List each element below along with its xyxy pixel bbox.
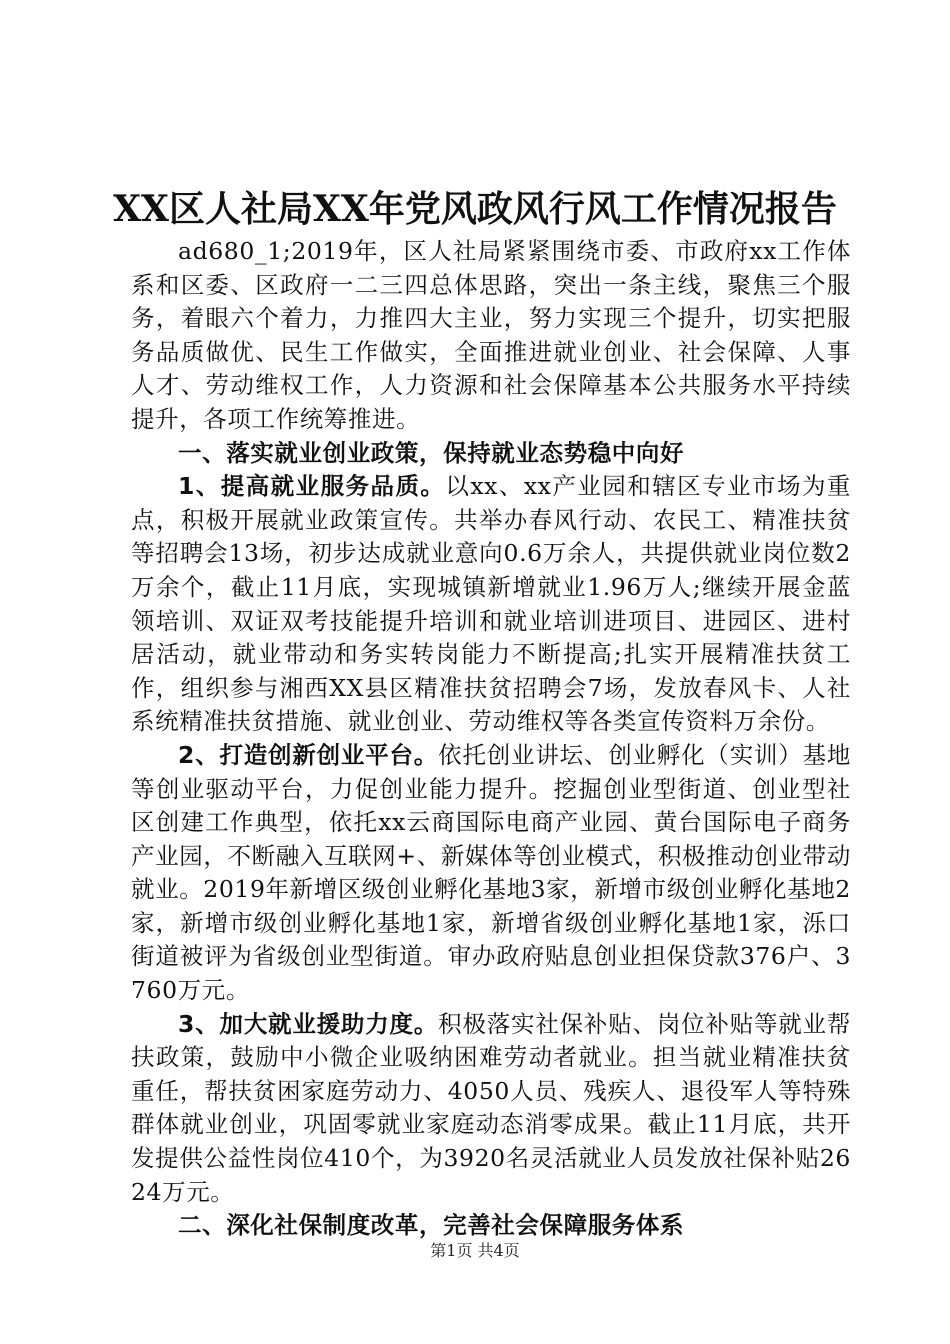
item-lead: 1、提高就业服务品质。 (178, 472, 446, 501)
item-text: 依托创业讲坛、创业孵化（实训）基地等创业驱动平台，力促创业能力提升。挖掘创业型街道、创业型社区创建工作典型，依托xx云商国际电商产业园、黄台国际电子商务产业园，不断融入互联网+、新媒体等创业模式，积极推动创业带动就业。2019年新增区级创业孵化基地3家，新增市级创业孵化基地2家，新增市级创业孵化基地1家，新增省级创业孵化基地1家，泺口街道被评为省级创业型街道。审办政府贴息创业担保贷款376户、3760万元。 (131, 740, 852, 1005)
section1-item-3 (131, 1008, 851, 1210)
item-lead: 3、加大就业援助力度。 (178, 1009, 439, 1038)
section1-item-1 (131, 470, 851, 739)
page-footer: 第1页 共4页 (430, 1241, 520, 1260)
section-heading-2: 二、深化社保制度改革，完善社会保障服务体系 (178, 1211, 685, 1240)
item-text: 以xx、xx产业园和辖区专业市场为重点，积极开展就业政策宣传。共举办春风行动、农民工、精准扶贫等招聘会13场，初步达成就业意向0.6万余人，共提供就业岗位数2万余个，截止11月底，实现城镇新增就业1.96万人;继续开展金蓝领培训、双证双考技能提升培训和就业培训进项目、进园区、进村居活动，就业带动和务实转岗能力不断提高;扎实开展精准扶贫工作，组织参与湘西XX县区精准扶贫招聘会7场，发放春风卡、人社系统精准扶贫措施、就业创业、劳动维权等各类宣传资料万余份。 (131, 472, 851, 736)
intro-paragraph: ad680_1;2019年，区人社局紧紧围绕市委、市政府xx工作体系和区委、区政府一二三四总体思路，突出一条主线，聚焦三个服务，着眼六个着力，力推四大主业，努力实现三个提升，切实把服务品质做优、民生工作做实，全面推进就业创业、社会保障、人事人才、劳动维权工作，人力资源和社会保障基本公共服务水平持续提升，各项工作统筹推进。 (131, 237, 851, 433)
section1-item-2 (131, 739, 851, 1008)
item-lead: 2、打造创新创业平台。 (178, 740, 439, 769)
document-title: XX区人社局XX年党风政风行风工作情况报告 (113, 188, 837, 230)
section-heading-1: 一、落实就业创业政策，保持就业态势稳中向好 (178, 438, 685, 467)
item-text: 积极落实社保补贴、岗位补贴等就业帮扶政策，鼓励中小微企业吸纳困难劳动者就业。担当就业精准扶贫重任，帮扶贫困家庭劳动力、4050人员、残疾人、退役军人等特殊群体就业创业，巩固零就业家庭动态消零成果。截止11月底，共开发提供公益性岗位410个，为3920名灵活就业人员发放社保补贴2624万元。 (131, 1009, 852, 1206)
document-body (131, 235, 851, 1243)
